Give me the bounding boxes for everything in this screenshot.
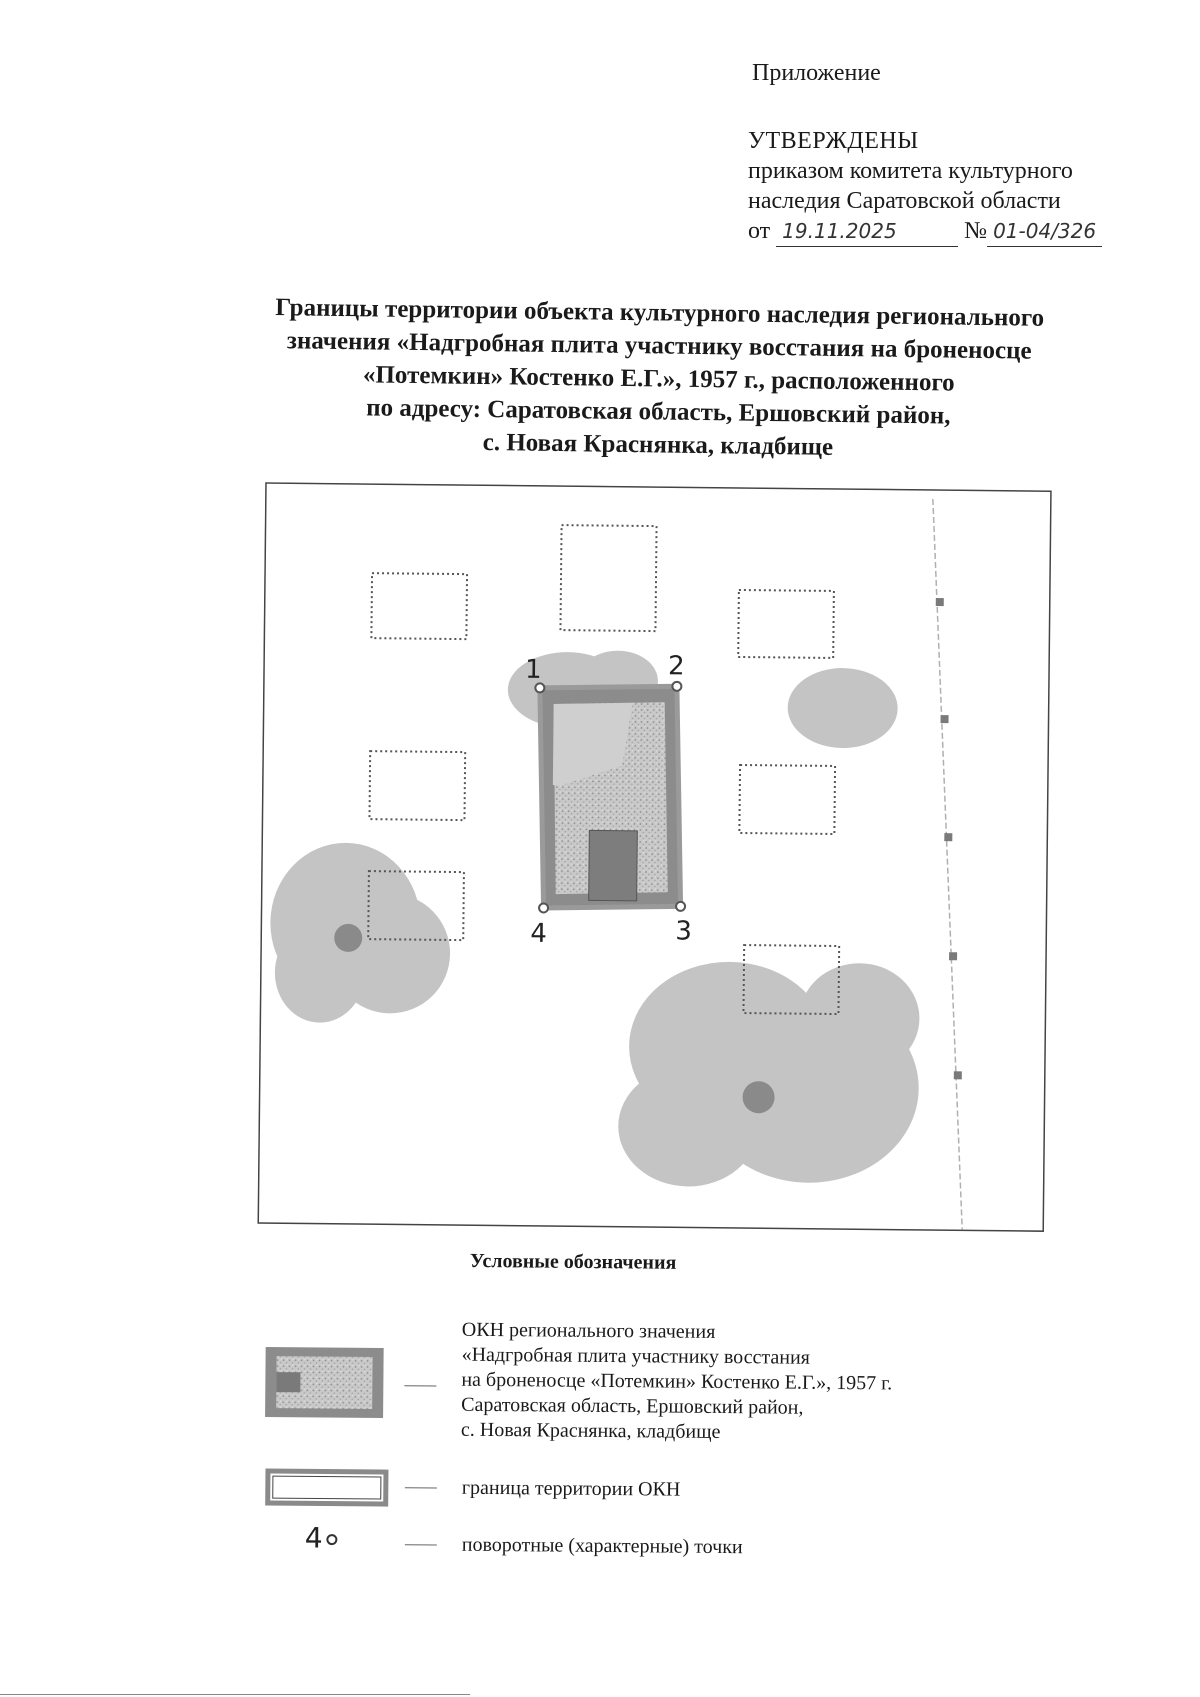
site-map-svg (257, 482, 1055, 1235)
point-label-2: 2 (667, 651, 685, 682)
date-prefix: от (748, 218, 771, 244)
order-number: 01-04/326 (987, 216, 1102, 247)
boundary-label: граница территории ОКН (461, 1476, 681, 1501)
approval-block (748, 126, 1168, 247)
okn-line-2: «Надгробная плита участнику восстания (461, 1343, 811, 1369)
title-line-4: по адресу: Саратовская область, Ершовский район, (365, 394, 951, 430)
fence-post (949, 952, 957, 960)
fence-post (941, 715, 949, 723)
legend-title: Условные обозначения (469, 1250, 677, 1274)
order-date: 19.11.2025 (776, 216, 958, 247)
legend-row-boundary (265, 1468, 1145, 1516)
point-4-marker (539, 903, 548, 912)
okn-line-3: на броненосце «Потемкин» Костенко Е.Г.», 1957 г. (461, 1368, 893, 1395)
approved-line-1: приказом комитета культурного (748, 158, 1073, 184)
legend-dash (404, 1385, 436, 1386)
point-label-3: 3 (675, 916, 693, 947)
order-line (748, 216, 1168, 247)
okn-line-1: ОКН регионального значения (461, 1318, 716, 1343)
point-label-1: 1 (524, 654, 542, 685)
point-label-4: 4 (530, 918, 547, 949)
approved-heading: УТВЕРЖДЕНЫ (748, 128, 919, 154)
title-line-3: «Потемкин» Костенко Е.Г.», 1957 г., расположенного (362, 361, 955, 397)
point-3-marker (676, 902, 685, 911)
title-line-1: Границы территории объекта культурного наследия регионального (275, 294, 1045, 332)
points-label: поворотные (характерные) точки (461, 1533, 743, 1559)
point-swatch-number: 4 (304, 1521, 323, 1555)
point-2-marker (672, 682, 681, 691)
document-title (198, 290, 1120, 468)
title-line-5: с. Новая Краснянка, кладбище (482, 428, 834, 461)
legend-dash (405, 1544, 437, 1545)
okn-object (538, 685, 683, 909)
boundary-swatch (265, 1468, 389, 1507)
appendix-label: Приложение (752, 60, 881, 86)
okn-line-4: Саратовская область, Ершовский район, (461, 1393, 804, 1419)
legend-row-points (265, 1521, 1145, 1573)
number-prefix: № (964, 218, 988, 244)
legend-row-okn (264, 1310, 1145, 1458)
okn-line-5: с. Новая Краснянка, кладбище (460, 1418, 721, 1443)
page-edge-line (0, 1694, 470, 1695)
legend-dash (405, 1487, 437, 1488)
fence-post (936, 598, 944, 606)
okn-swatch (264, 1346, 385, 1419)
fence-post (944, 833, 952, 841)
fence-post (954, 1071, 962, 1079)
okn-description (461, 1318, 893, 1447)
point-circle-icon (325, 1533, 339, 1547)
site-map (257, 482, 1055, 1235)
approved-line-2: наследия Саратовской области (748, 188, 1061, 214)
title-line-2: значения «Надгробная плита участнику восстания на броненосце (286, 327, 1032, 365)
point-swatch (305, 1521, 339, 1554)
